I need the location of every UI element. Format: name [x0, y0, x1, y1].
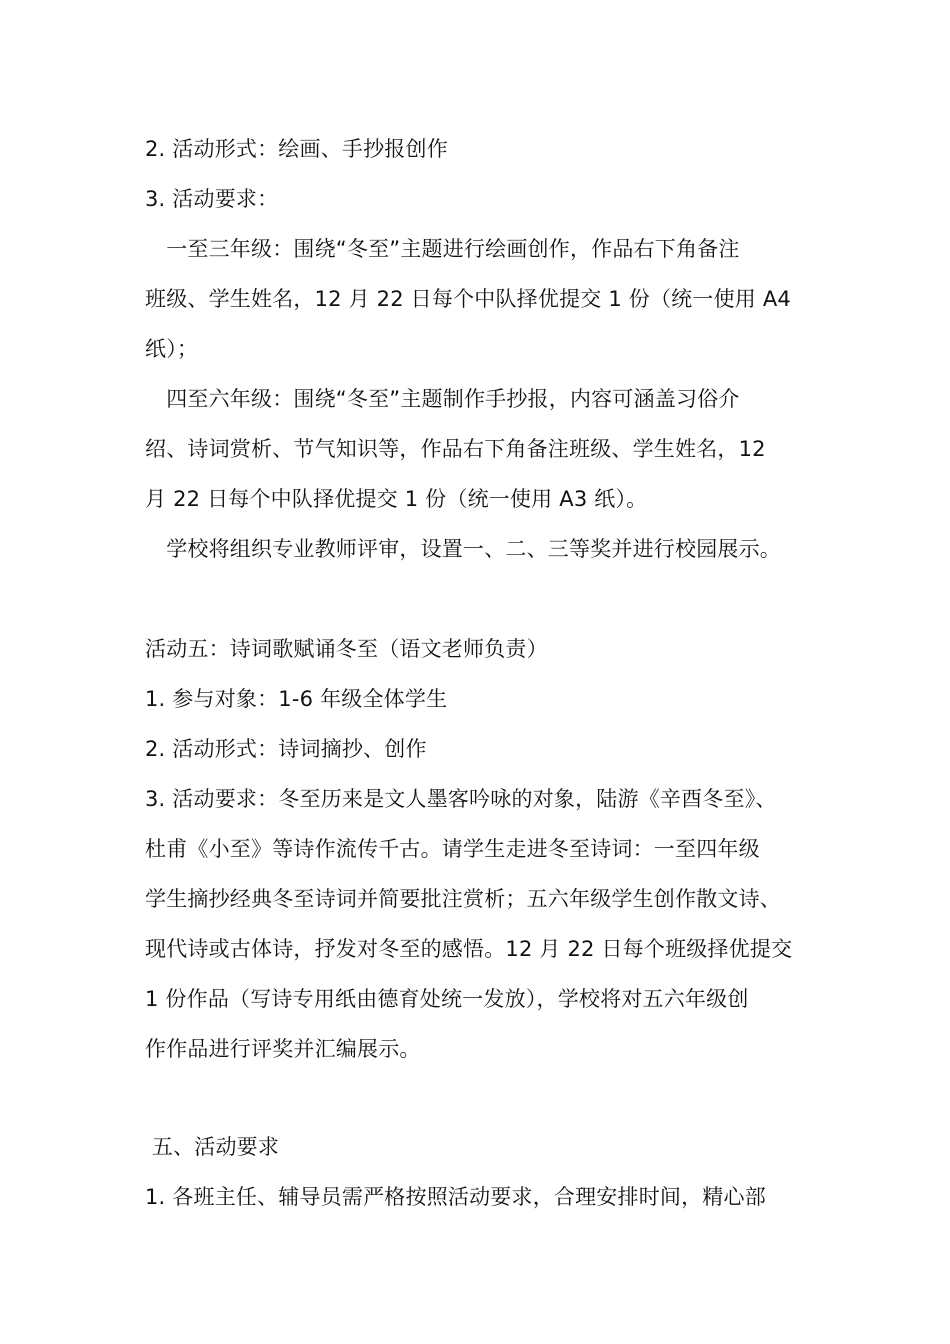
text-line: 杜甫《小至》等诗作流传千古。请学生走进冬至诗词：一至四年级: [145, 837, 760, 861]
text-line: 3. 活动要求：冬至历来是文人墨客吟咏的对象，陆游《辛酉冬至》、: [145, 787, 777, 811]
text-line: 1. 各班主任、辅导员需严格按照活动要求，合理安排时间，精心部: [145, 1185, 766, 1209]
text-line: 绍、诗词赏析、节气知识等，作品右下角备注班级、学生姓名，12: [145, 437, 766, 461]
text-line: 3. 活动要求：: [145, 187, 279, 211]
text-line: 班级、学生姓名，12 月 22 日每个中队择优提交 1 份（统一使用 A4: [145, 287, 791, 311]
section-heading: 五、活动要求: [145, 1135, 280, 1159]
text-line: 2. 活动形式：诗词摘抄、创作: [145, 737, 427, 761]
text-line: 现代诗或古体诗，抒发对冬至的感悟。12 月 22 日每个班级择优提交: [145, 937, 793, 961]
text-line: 四至六年级：围绕“冬至”主题制作手抄报，内容可涵盖习俗介: [145, 387, 740, 411]
section-heading: 活动五：诗词歌赋诵冬至（语文老师负责）: [145, 637, 548, 661]
text-line: 作作品进行评奖并汇编展示。: [145, 1037, 421, 1061]
text-line: 学校将组织专业教师评审，设置一、二、三等奖并进行校园展示。: [145, 537, 781, 561]
text-line: 1 份作品（写诗专用纸由德育处统一发放），学校将对五六年级创: [145, 987, 749, 1011]
text-line: 一至三年级：围绕“冬至”主题进行绘画创作，作品右下角备注: [145, 237, 740, 261]
text-line: 学生摘抄经典冬至诗词并简要批注赏析；五六年级学生创作散文诗、: [145, 887, 781, 911]
text-line: 1. 参与对象：1-6 年级全体学生: [145, 687, 448, 711]
text-line: 2. 活动形式：绘画、手抄报创作: [145, 137, 448, 161]
text-line: 纸）；: [145, 337, 199, 361]
text-line: 月 22 日每个中队择优提交 1 份（统一使用 A3 纸）。: [145, 487, 648, 511]
